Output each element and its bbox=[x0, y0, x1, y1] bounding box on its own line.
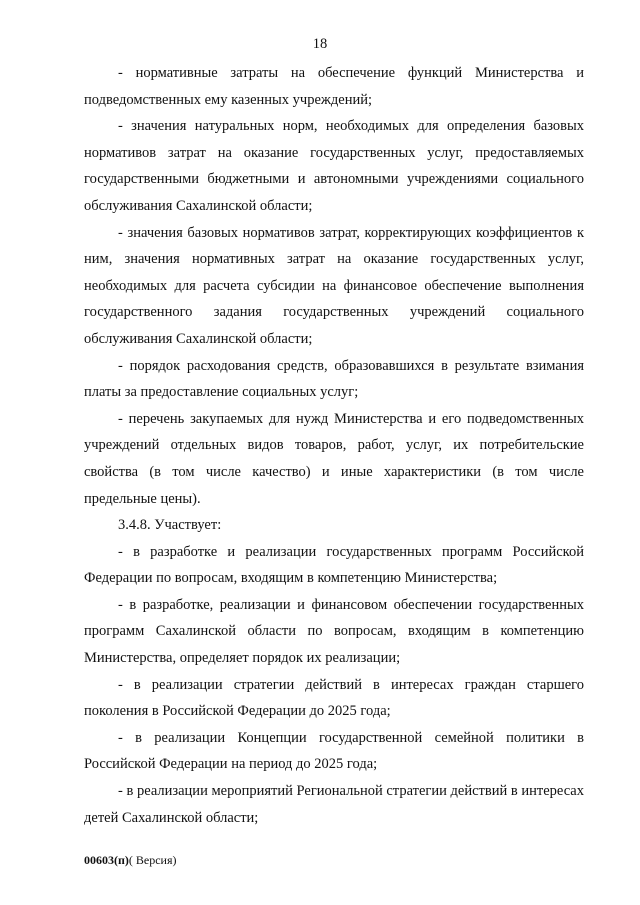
paragraph-family-policy-concept: - в реализации Концепции государственной семейной политики в Российской Федерации на период до 2025 года; bbox=[84, 729, 584, 773]
paragraph-procurement-list: - перечень закупаемых для нужд Министерства и его подведомственных учреждений отдельных видов товаров, работ, услуг, их потребительские свойства (в том числе качество) и иные характеристики (в том числе предельные цены). bbox=[84, 410, 584, 507]
paragraph-spending-order: - порядок расходования средств, образовавшихся в результате взимания платы за предоставление социальных услуг; bbox=[84, 357, 584, 401]
paragraph-children-strategy: - в реализации мероприятий Региональной стратегии действий в интересах детей Сахалинской области; bbox=[84, 783, 584, 826]
paragraph-base-normatives: - значения базовых нормативов затрат, корректирующих коэффициентов к ним, значения нормативных затрат на оказание государственных услуг, необходимых для расчета субсидии на финансовое обеспечение выполнения государственного задания государственных учреждений социального обслуживания Сахалинской области; bbox=[84, 224, 584, 347]
document-footer bbox=[84, 852, 177, 868]
document-body bbox=[84, 60, 584, 831]
document-version: ( Версия) bbox=[128, 853, 177, 867]
document-code: 00603(п) bbox=[84, 853, 129, 867]
paragraph-older-generation-strategy: - в реализации стратегии действий в интересах граждан старшего поколения в Российской Федерации до 2025 года; bbox=[84, 676, 584, 720]
paragraph-natural-norms: - значения натуральных норм, необходимых для определения базовых нормативов затрат на оказание государственных услуг, предоставляемых государственными бюджетными и автономными учреждениями социального обслуживания Сахалинской области; bbox=[84, 118, 584, 214]
paragraph-regional-programs: - в разработке, реализации и финансовом обеспечении государственных программ Сахалинской области по вопросам, входящим в компетенцию Министерства, определяет порядок их реализации; bbox=[84, 596, 584, 667]
section-heading-3-4-8: 3.4.8. Участвует: bbox=[118, 517, 222, 534]
paragraph-normative-costs: - нормативные затраты на обеспечение функций Министерства и подведомственных ему казенных учреждений; bbox=[84, 65, 584, 108]
page-number: 18 bbox=[312, 36, 328, 52]
paragraph-federal-programs: - в разработке и реализации государственных программ Российской Федерации по вопросам, входящим в компетенцию Министерства; bbox=[84, 543, 584, 587]
